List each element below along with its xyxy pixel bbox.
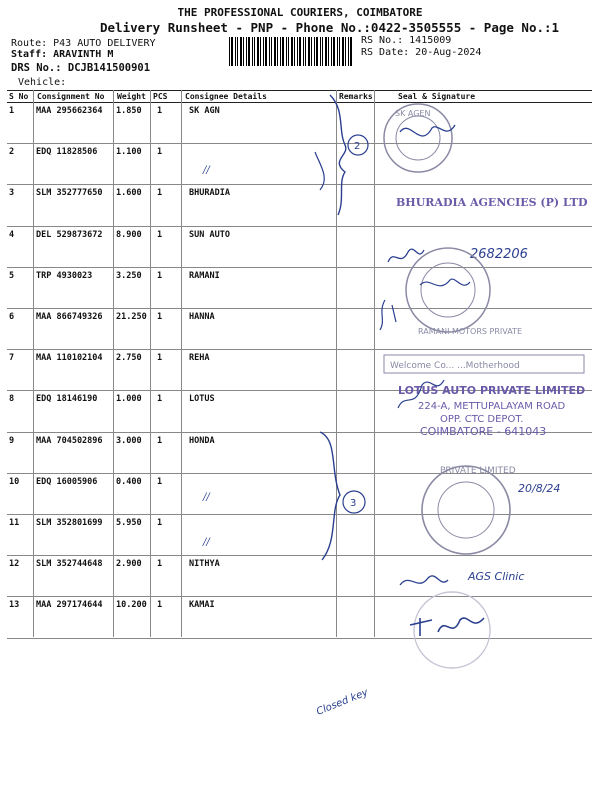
svg-text://: // — [203, 165, 210, 176]
svg-text://: // — [203, 492, 210, 503]
cell-weight: 1.600 — [116, 188, 142, 199]
cell-pcs: 1 — [157, 559, 163, 570]
svg-text:3: 3 — [350, 498, 357, 509]
barcode-bar — [282, 37, 284, 66]
barcode-bar — [271, 37, 272, 66]
barcode-bar — [314, 37, 315, 66]
cell-sno: 8 — [9, 394, 15, 405]
cell-weight: 21.250 — [116, 312, 147, 322]
lotus-address-1: 224-A, METTUPALAYAM ROAD — [418, 401, 566, 412]
lotus-address-2: OPP. CTC DEPOT. — [440, 414, 524, 425]
barcode-bar — [246, 37, 247, 66]
cell-sno: 6 — [9, 312, 15, 322]
row-divider — [7, 514, 592, 515]
barcode-bar — [231, 37, 233, 66]
barcode-bar — [254, 37, 255, 66]
cell-consignment-no: EDQ 11828506 — [36, 147, 98, 158]
cell-pcs: 1 — [157, 394, 163, 405]
cell-sno: 9 — [9, 435, 15, 446]
cell-sno: 10 — [9, 476, 20, 487]
barcode-bar — [305, 37, 306, 66]
cell-pcs: 1 — [157, 147, 163, 158]
row-divider — [7, 555, 592, 556]
cell-weight: 1.100 — [116, 147, 142, 158]
barcode-bar — [350, 37, 352, 66]
ramani-seal-stamp — [406, 248, 522, 336]
cell-pcs: 1 — [157, 353, 163, 364]
barcode-bar — [348, 37, 349, 66]
cell-weight: 1.850 — [116, 106, 142, 116]
cell-weight: 2.750 — [116, 353, 142, 364]
barcode-bar — [320, 37, 321, 66]
barcode-bar — [260, 37, 261, 66]
row-divider — [7, 638, 592, 639]
col-weight-header: Weight — [117, 92, 146, 101]
col-consignee-header: Consignee Details — [185, 92, 267, 101]
cell-sno: 12 — [9, 559, 20, 570]
barcode-bar — [280, 37, 281, 66]
lotus-top-text: Welcome Co... ...Motherhood — [390, 361, 520, 371]
barcode-bar — [337, 37, 338, 66]
cell-consignment-no: SLM 352744648 — [36, 559, 103, 570]
barcode-bar — [294, 37, 295, 66]
barcode-bar — [331, 37, 332, 66]
table-header-bottom-rule — [7, 102, 592, 103]
barcode-bar — [303, 37, 304, 66]
cell-consignee: HANNA — [189, 312, 215, 322]
cell-weight: 5.950 — [116, 518, 142, 528]
cell-consignee: NITHYA — [189, 559, 220, 570]
svg-text:2: 2 — [354, 141, 361, 152]
cell-consignment-no: DEL 529873672 — [36, 229, 103, 240]
cell-pcs: 1 — [157, 312, 163, 322]
svg-text://: // — [203, 537, 210, 548]
cell-sno: 11 — [9, 518, 20, 528]
barcode — [229, 37, 353, 66]
cell-consignment-no: SLM 352801699 — [36, 518, 103, 528]
cell-consignee: BHURADIA — [189, 188, 230, 199]
col-pcs-header: PCS — [153, 92, 168, 101]
rs-number: RS No.: 1415009 — [361, 35, 452, 46]
barcode-bar — [248, 37, 250, 66]
cell-weight: 2.900 — [116, 559, 142, 570]
cell-weight: 0.400 — [116, 476, 142, 487]
lotus-company-stamp — [384, 355, 585, 438]
cell-consignment-no: EDQ 16005906 — [36, 476, 98, 487]
cell-sno: 2 — [9, 147, 15, 158]
barcode-bar — [333, 37, 335, 66]
runsheet-title: Delivery Runsheet - PNP - Phone No.:0422-3505555 - Page No.:1 — [100, 20, 560, 35]
barcode-bar — [322, 37, 323, 66]
cell-sno: 7 — [9, 353, 15, 364]
cell-sno: 3 — [9, 188, 15, 199]
bhuradia-stamp: BHURADIA AGENCIES (P) LTD — [396, 196, 588, 209]
cell-sno: 13 — [9, 600, 20, 611]
drs-number: DRS No.: DCJB141500901 — [11, 62, 151, 74]
barcode-bar — [308, 37, 310, 66]
cell-sno: 5 — [9, 270, 15, 281]
cell-consignment-no: MAA 866749326 — [36, 312, 103, 322]
cell-consignee: LOTUS — [189, 394, 215, 405]
barcode-bar — [339, 37, 340, 66]
barcode-bar — [325, 37, 327, 66]
cell-consignment-no: MAA 297174644 — [36, 600, 103, 611]
ags-note: AGS Clinic — [468, 570, 525, 583]
cell-consignee: SUN AUTO — [189, 229, 230, 240]
barcode-bar — [257, 37, 259, 66]
row-divider — [7, 390, 592, 391]
cell-consignment-no: SLM 352777650 — [36, 188, 103, 199]
row-divider — [7, 473, 592, 474]
col-remarks-header: Remarks — [339, 92, 373, 101]
cell-weight: 10.200 — [116, 600, 147, 611]
cell-weight: 1.000 — [116, 394, 142, 405]
row-divider — [7, 349, 592, 350]
barcode-bar — [316, 37, 318, 66]
private-limited-circle-stamp — [422, 466, 560, 554]
cell-pcs: 1 — [157, 435, 163, 446]
barcode-bar — [328, 37, 329, 66]
row-divider — [7, 184, 592, 185]
cell-pcs: 1 — [157, 518, 163, 528]
lotus-name: LOTUS AUTO PRIVATE LIMITED — [398, 384, 586, 397]
barcode-bar — [345, 37, 346, 66]
cell-sno: 4 — [9, 229, 15, 240]
barcode-bar — [240, 37, 242, 66]
barcode-bar — [269, 37, 270, 66]
barcode-bar — [299, 37, 301, 66]
barcode-bar — [263, 37, 264, 66]
col-seal-header: Seal & Signature — [398, 92, 476, 101]
row-divider — [7, 267, 592, 268]
cell-weight: 8.900 — [116, 229, 142, 240]
barcode-bar — [342, 37, 344, 66]
company-title: THE PROFESSIONAL COURIERS, COIMBATORE — [177, 6, 423, 19]
cell-consignment-no: MAA 295662364 — [36, 106, 103, 116]
row-divider — [7, 308, 592, 309]
table-header-top-rule — [7, 90, 592, 91]
cell-consignee: KAMAI — [189, 600, 215, 611]
cell-pcs: 1 — [157, 188, 163, 199]
skagn-seal-stamp — [384, 104, 455, 172]
barcode-bar — [274, 37, 276, 66]
cell-weight: 3.250 — [116, 270, 142, 281]
cell-pcs: 1 — [157, 476, 163, 487]
cell-pcs: 1 — [157, 229, 163, 240]
row-divider — [7, 432, 592, 433]
barcode-bar — [277, 37, 278, 66]
cell-consignment-no: MAA 704502896 — [36, 435, 103, 446]
row-divider — [7, 596, 592, 597]
barcode-bar — [243, 37, 244, 66]
barcode-bar — [288, 37, 289, 66]
cell-pcs: 1 — [157, 600, 163, 611]
date-note: 20/8/24 — [518, 482, 561, 495]
barcode-bar — [265, 37, 267, 66]
barcode-bar — [286, 37, 287, 66]
barcode-bar — [297, 37, 298, 66]
ramani-stamp-text: RAMANI MOTORS PRIVATE — [418, 327, 523, 336]
cell-consignee: RAMANI — [189, 270, 220, 281]
barcode-bar — [229, 37, 230, 66]
vehicle-label: Vehicle: — [18, 77, 67, 88]
skagn-stamp-text: SK AGEN — [395, 109, 431, 118]
cell-consignee: HONDA — [189, 435, 215, 446]
lotus-address-3: COIMBATORE - 641043 — [420, 425, 547, 438]
honda-stamp-text: PRIVATE LIMITED — [440, 466, 516, 476]
rs-date: RS Date: 20-Aug-2024 — [361, 47, 482, 58]
row-divider — [7, 226, 592, 227]
route-label: Route: P43 AUTO DELIVERY — [11, 38, 156, 49]
cell-pcs: 1 — [157, 270, 163, 281]
cell-sno: 1 — [9, 106, 15, 116]
cell-consignment-no: TRP 4930023 — [36, 270, 93, 281]
barcode-bar — [235, 37, 236, 66]
cell-weight: 3.000 — [116, 435, 142, 446]
col-consignment-header: Consignment No — [37, 92, 105, 101]
row-divider — [7, 143, 592, 144]
barcode-bar — [291, 37, 293, 66]
phone-handwritten: 2682206 — [470, 247, 528, 262]
closed-note: Closed key — [315, 687, 370, 718]
cell-consignment-no: EDQ 18146190 — [36, 394, 98, 405]
cell-consignee: REHA — [189, 353, 210, 364]
col-sno-header: S No — [9, 92, 29, 101]
barcode-bar — [237, 37, 238, 66]
barcode-bar — [311, 37, 312, 66]
cell-consignment-no: MAA 110102104 — [36, 353, 103, 364]
cell-consignee: SK AGN — [189, 106, 220, 116]
cell-pcs: 1 — [157, 106, 163, 116]
staff-label: Staff: ARAVINTH M — [11, 49, 114, 60]
barcode-bar — [252, 37, 253, 66]
